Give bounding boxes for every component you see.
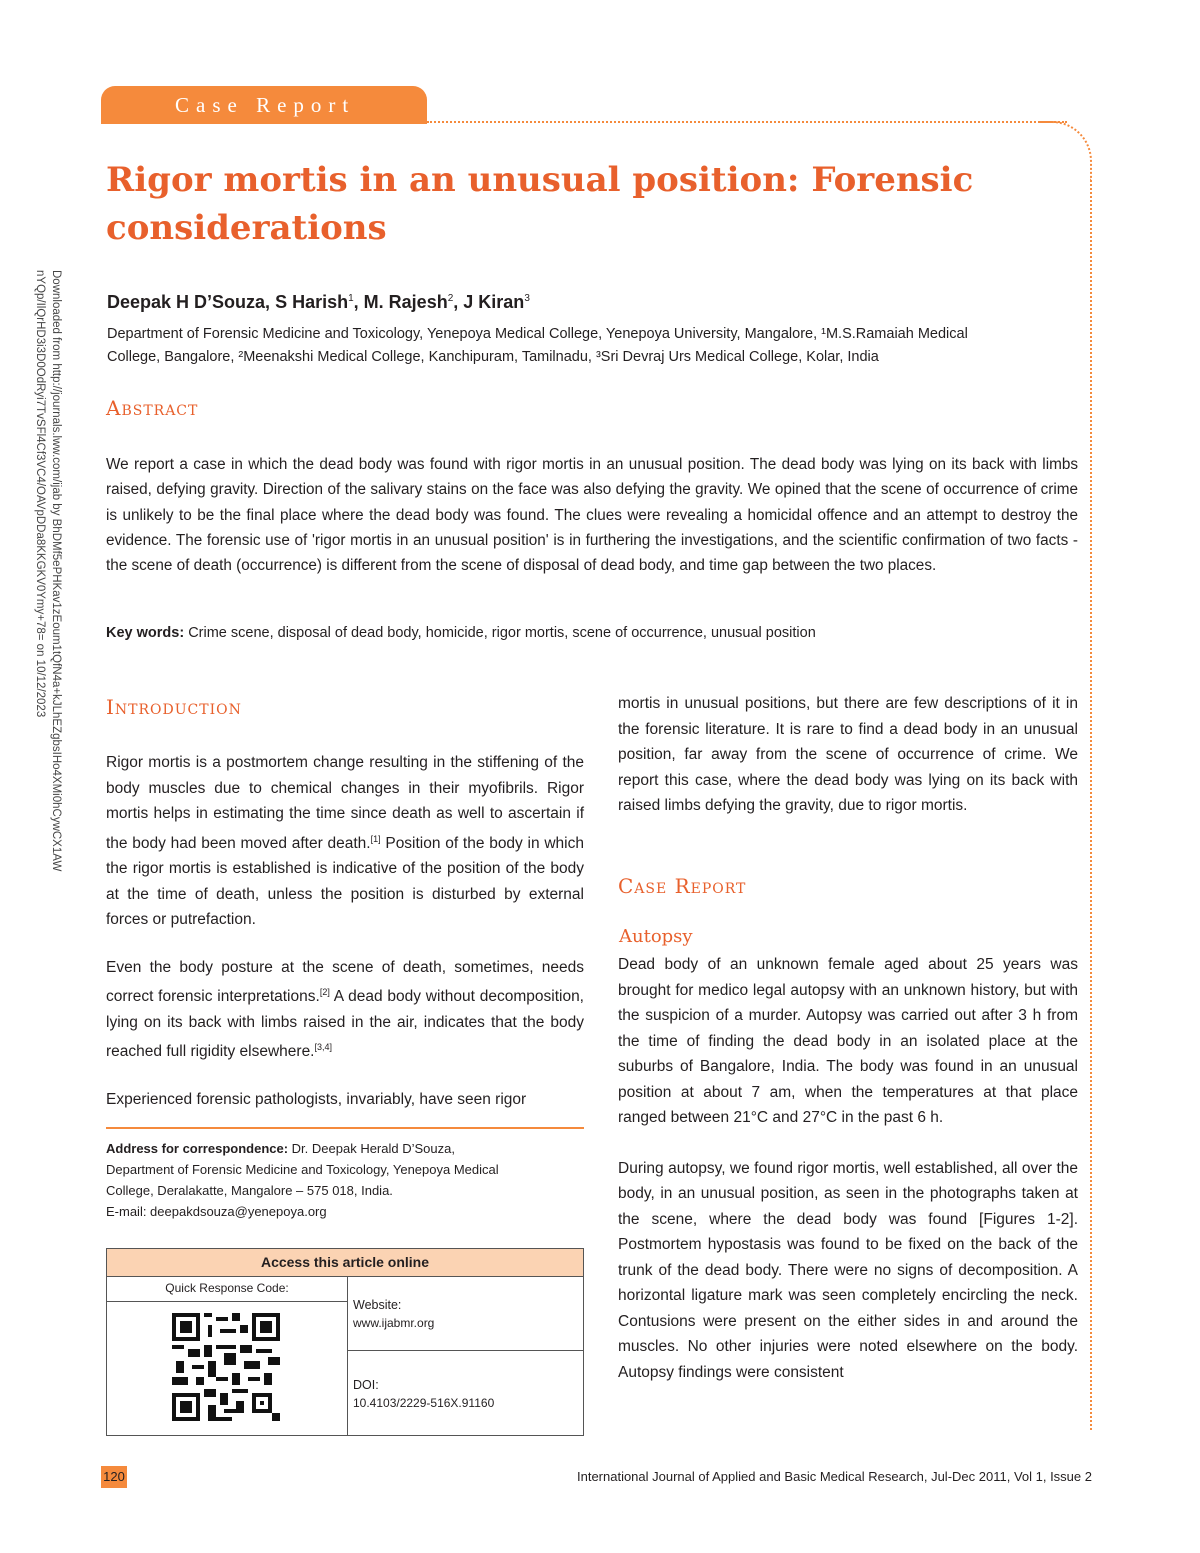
- case-report-body: [618, 952, 1078, 1407]
- paragraph: Even the body posture at the scene of death, sometimes, needs correct forensic interpretations.[2] A dead body without decomposition, lying on its back with limbs raised in the air, indicates that the body reached full rigidity elsewhere.[3,4]: [106, 958, 584, 1061]
- qr-label: Quick Response Code:: [107, 1276, 347, 1302]
- citation-ref[interactable]: [1]: [370, 833, 381, 844]
- author-affil-mark: 1: [348, 293, 354, 304]
- author-name: Deepak H D’Souza: [107, 292, 266, 312]
- keywords-text: Crime scene, disposal of dead body, homicide, rigor mortis, scene of occurrence, unusual position: [188, 625, 816, 641]
- journal-footer: International Journal of Applied and Basic Medical Research, Jul-Dec 2011, Vol 1, Issue 2: [576, 1469, 1092, 1484]
- title-line-1: Rigor mortis in an unusual position: Forensic: [106, 160, 974, 200]
- citation-ref[interactable]: [2]: [319, 987, 330, 998]
- section-tag-label: Case Report: [175, 93, 356, 117]
- affiliations: [107, 323, 1067, 369]
- correspondence-email[interactable]: E-mail: deepakdsouza@yenepoya.org: [106, 1204, 327, 1219]
- dotted-border-right: [1090, 180, 1092, 1430]
- doi-link[interactable]: 10.4103/2229-516X.91160: [353, 1396, 495, 1410]
- dotted-corner: [1040, 121, 1092, 181]
- paragraph: Rigor mortis is a postmortem change resulting in the stiffening of the body muscles due to chemical changes in their myofibrils. Rigor mortis helps in estimating the time since death as well to ascertain if the body had been moved after death.[1] Position of the body in which the rigor mortis is established is indicative of the position of the body at the time of death, unless the position is disturbed by external forces or putrefaction.: [106, 754, 584, 929]
- author-affil-mark: 2: [447, 293, 454, 304]
- download-notice: [34, 270, 66, 990]
- qr-code-icon[interactable]: [172, 1313, 280, 1421]
- qr-cell: [107, 1276, 348, 1435]
- abstract-heading: Abstract: [106, 396, 199, 420]
- download-notice-line1: Downloaded from http://journals.lww.com/ijab by BhDMf5ePHKav1zEoum1tQfN4a+kJLhEZgbsIHo4XMi0hCywCX1AW: [50, 270, 62, 872]
- keywords-label: Key words:: [106, 625, 185, 641]
- author-name: M. Rajesh: [363, 292, 448, 312]
- correspondence-label: Address for correspondence:: [106, 1141, 289, 1156]
- website-label: Website:: [353, 1298, 402, 1312]
- access-box-heading: Access this article online: [107, 1249, 583, 1277]
- website-link[interactable]: www.ijabmr.org: [353, 1316, 435, 1330]
- correspondence-rule: [106, 1127, 584, 1129]
- paragraph: Experienced forensic pathologists, invariably, have seen rigor: [106, 1090, 527, 1108]
- correspondence-name: Dr. Deepak Herald D’Souza,: [291, 1141, 455, 1156]
- case-report-heading: Case Report: [618, 874, 747, 898]
- page-number: 120: [101, 1466, 127, 1488]
- dotted-rule: [427, 121, 1067, 123]
- correspondence-block: [106, 1138, 584, 1222]
- author-name: J Kiran: [463, 292, 525, 312]
- website-cell: [347, 1276, 583, 1351]
- section-tag: [101, 86, 427, 124]
- affiliation-line: College, Bangalore, ²Meenakshi Medical College, Kanchipuram, Tamilnadu, ³Sri Devraj Urs Medical College, Kolar, India: [107, 349, 879, 365]
- citation-ref[interactable]: [3,4]: [314, 1042, 333, 1053]
- correspondence-line: College, Deralakatte, Mangalore – 575 018, India.: [106, 1183, 393, 1198]
- doi-cell: [347, 1350, 583, 1435]
- introduction-heading: Introduction: [106, 695, 242, 719]
- correspondence-line: Department of Forensic Medicine and Toxicology, Yenepoya Medical: [106, 1162, 499, 1177]
- title-line-2: considerations: [106, 208, 387, 248]
- introduction-body: [106, 750, 584, 1134]
- download-notice-line2: nYQp/IlQrHD3i3D0OdRyi7TvSFl4Cf3VC4/OAVpDDa8KKGKV0Ymy+78= on 10/12/2023: [34, 270, 46, 718]
- affiliation-line: Department of Forensic Medicine and Toxicology, Yenepoya Medical College, Yenepoya University, Mangalore, ¹M.S.Ramaiah Medical: [107, 326, 968, 342]
- introduction-continued: mortis in unusual positions, but there are few descriptions of it in the forensic literature. It is rare to find a dead body in an unusual position, far away from the scene of occurrence of crime. We report this case, where the dead body was lying on its back with raised limbs defying the gravity, due to rigor mortis.: [618, 695, 1078, 814]
- paragraph: Dead body of an unknown female aged about 25 years was brought for medico legal autopsy with an unknown history, but with the suspicion of a murder. Autopsy was carried out after 3 h from the time of finding the dead body in an isolated place at the suburbs of Bangalore, India. The body was found in an unusual position at about 7 am, when the temperatures at that place ranged between 21°C and 27°C in the past 6 h.: [618, 956, 1078, 1126]
- autopsy-subheading: Autopsy: [619, 926, 693, 947]
- author-name: S Harish: [275, 292, 349, 312]
- abstract-text: We report a case in which the dead body was found with rigor mortis in an unusual position. The dead body was lying on its back with limbs raised, defying gravity. Direction of the salivary stains on the face was also defying the gravity. We opined that the scene of occurrence of crime is unlikely to be the final place where the dead body was found. The clues were revealing a homicidal offence and an attempt to destroy the evidence. The forensic use of 'rigor mortis in an unusual position' is in furthering the investigations, and the scientific confirmation of two facts - the scene of death (occurrence) is different from the scene of disposal of dead body, and time gap between the two places.: [106, 456, 1078, 575]
- access-online-box: [106, 1248, 584, 1436]
- paragraph: During autopsy, we found rigor mortis, well established, all over the body, in an unusual position, as seen in the photographs taken at the scene, where the dead body was found [Figures 1-2]. Postmortem hypostasis was found to be fixed on the back of the trunk of the dead body. There were no signs of decomposition. A horizontal ligature mark was seen completely encircling the neck. Contusions were present on the either sides in and around the muscles. No other injuries were noted elsewhere on the body. Autopsy findings were consistent: [618, 1159, 1078, 1381]
- author-affil-mark: 3: [524, 293, 530, 304]
- doi-label: DOI:: [353, 1378, 379, 1392]
- keywords: [106, 625, 816, 641]
- article-title: [106, 156, 1006, 252]
- author-list: Deepak H D’Souza, S Harish$^1$, M. Rajesh$^2$, J Kiran$^3$: [107, 292, 530, 312]
